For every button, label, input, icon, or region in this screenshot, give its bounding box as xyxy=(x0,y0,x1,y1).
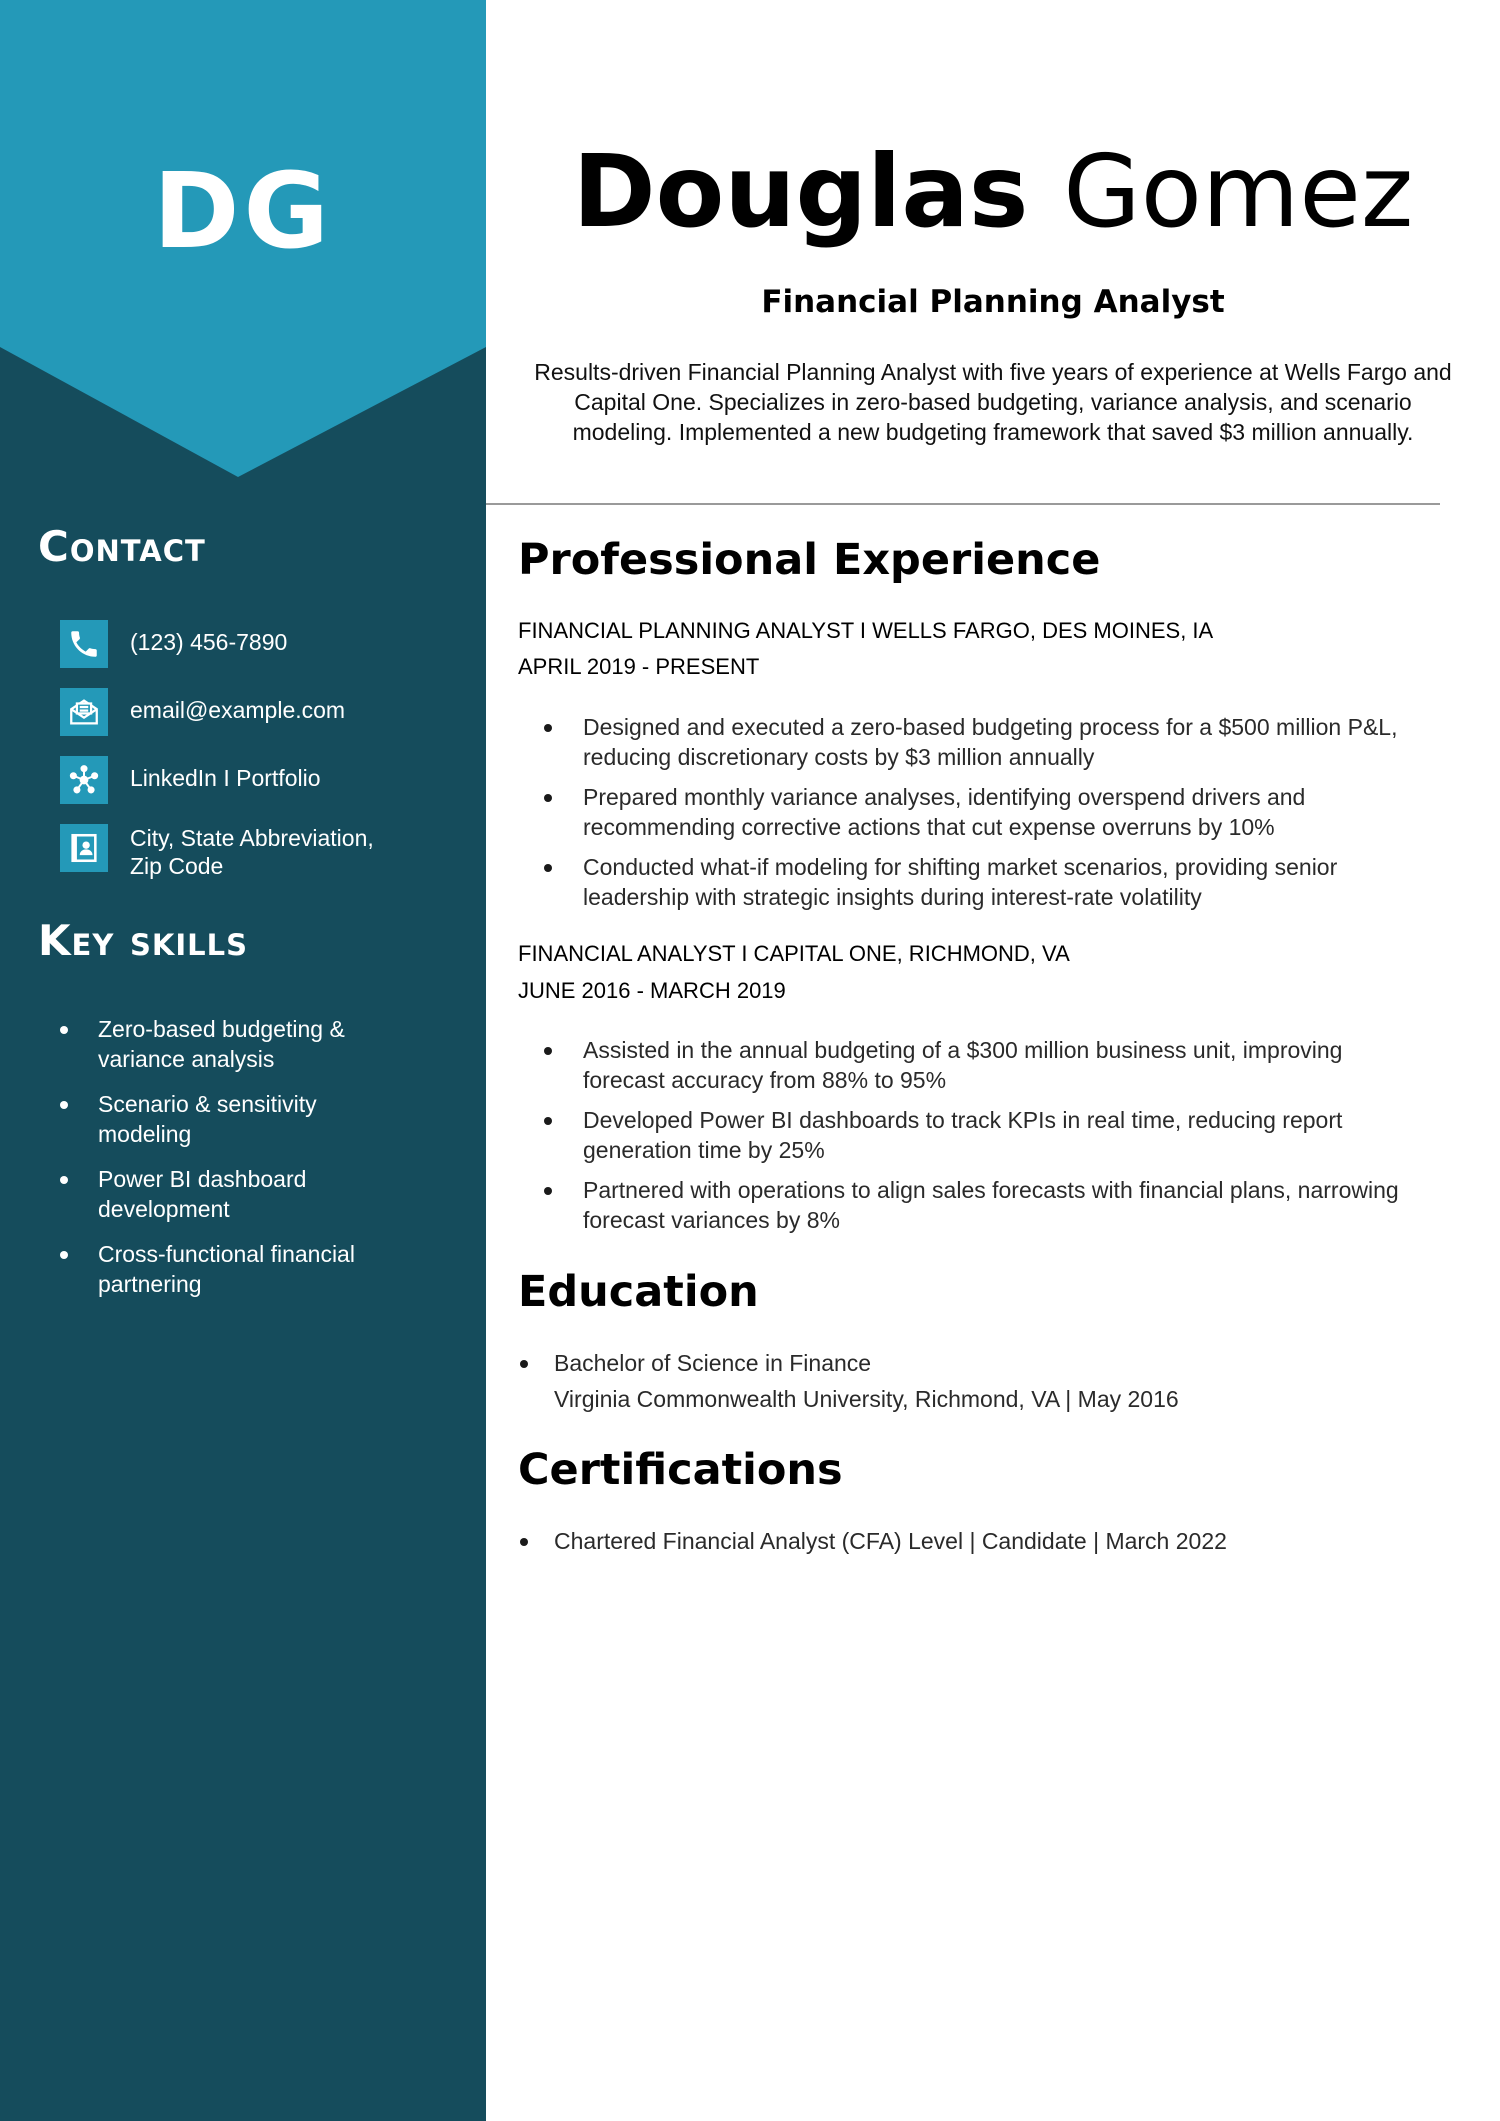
education-item xyxy=(518,1345,1418,1417)
job-bullet: Assisted in the annual budgeting of a $300 million business unit, improving forecast accuracy from 88% to 95% xyxy=(540,1035,1420,1095)
degree: Bachelor of Science in Finance xyxy=(554,1350,872,1376)
job-title-line: FINANCIAL PLANNING ANALYST I WELLS FARGO, DES MOINES, IA xyxy=(518,618,1214,643)
certification-item: Chartered Financial Analyst (CFA) Level | Candidate | March 2022 xyxy=(518,1523,1418,1559)
job-bullet: Conducted what-if modeling for shifting market scenarios, providing senior leadership with strategic insights during interest-rate volatility xyxy=(540,852,1420,912)
skill-item: Cross-functional financial partnering xyxy=(58,1239,438,1299)
contact-links: LinkedIn I Portfolio xyxy=(130,765,321,791)
job-bullets xyxy=(540,1035,1420,1245)
certifications-heading: Certifications xyxy=(518,1445,843,1495)
key-skills-heading: Key skills xyxy=(38,916,248,965)
contact-item-email xyxy=(60,688,470,736)
job-bullet: Partnered with operations to align sales forecasts with financial plans, narrowing forecast variances by 8% xyxy=(540,1175,1420,1235)
job-dates: APRIL 2019 - PRESENT xyxy=(518,654,760,679)
candidate-name xyxy=(486,132,1500,252)
header-divider xyxy=(486,503,1440,505)
contact-item-address xyxy=(60,824,470,880)
education-list xyxy=(518,1345,1418,1417)
contact-heading: Contact xyxy=(38,522,206,571)
contact-list xyxy=(60,620,470,900)
experience-heading: Professional Experience xyxy=(518,535,1101,585)
skill-item: Zero-based budgeting & variance analysis xyxy=(58,1014,428,1074)
address-card-icon xyxy=(60,824,108,872)
contact-item-links xyxy=(60,756,470,804)
sidebar xyxy=(0,0,486,2121)
job-bullet: Prepared monthly variance analyses, identifying overspend drivers and recommending corrective actions that cut expense overruns by 10% xyxy=(540,782,1420,842)
skill-item: Power BI dashboard development xyxy=(58,1164,368,1224)
job-title-line: FINANCIAL ANALYST I CAPITAL ONE, RICHMOND, VA xyxy=(518,941,1070,966)
job-title: Financial Planning Analyst xyxy=(761,284,1225,320)
contact-item-phone xyxy=(60,620,470,668)
skill-item: Scenario & sensitivity modeling xyxy=(58,1089,388,1149)
network-icon xyxy=(60,756,108,804)
job-dates: JUNE 2016 - MARCH 2019 xyxy=(518,978,786,1003)
contact-email: email@example.com xyxy=(130,697,346,723)
phone-icon xyxy=(60,620,108,668)
contact-address: City, State Abbreviation, Zip Code xyxy=(130,825,374,879)
job-bullets xyxy=(540,712,1420,922)
first-name: Douglas xyxy=(572,133,1029,250)
monogram: DG xyxy=(153,150,333,272)
contact-phone: (123) 456-7890 xyxy=(130,629,288,655)
education-heading: Education xyxy=(518,1267,759,1317)
job-bullet: Developed Power BI dashboards to track KPIs in real time, reducing report generation time by 25% xyxy=(540,1105,1420,1165)
job-bullet: Designed and executed a zero-based budgeting process for a $500 million P&L, reducing discretionary costs by $3 million annually xyxy=(540,712,1420,772)
last-name: Gomez xyxy=(1063,133,1414,250)
certifications-list xyxy=(518,1523,1418,1559)
email-icon xyxy=(60,688,108,736)
skills-list xyxy=(58,1014,458,1314)
summary: Results-driven Financial Planning Analyst with five years of experience at Wells Fargo and Capital One. Specializes in zero-based budgeting, variance analysis, and scenario modeling. Implemented a new budgeting framework that saved $3 million annually. xyxy=(534,359,1452,445)
school: Virginia Commonwealth University, Richmond, VA | May 2016 xyxy=(554,1386,1179,1412)
